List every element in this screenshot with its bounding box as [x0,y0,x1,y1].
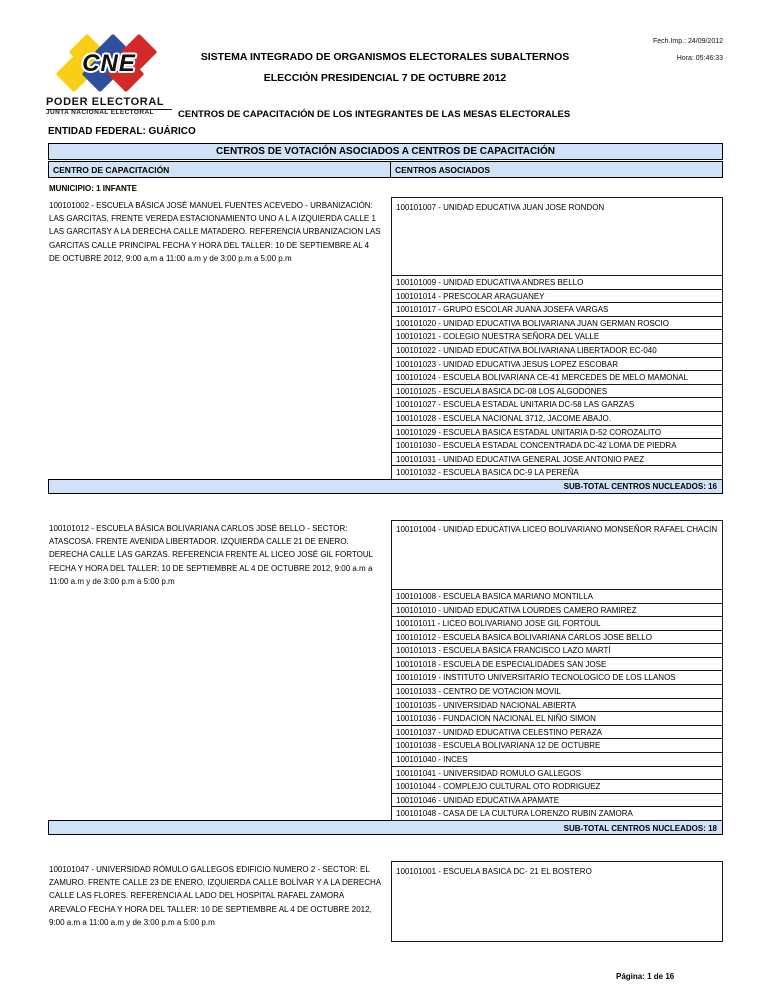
subtotal-bar: SUB-TOTAL CENTROS NUCLEADOS: 16 [48,479,723,494]
junta-nacional-label: JUNTA NACIONAL ELECTORAL [46,109,154,116]
centro-asociado-cell: 100101046 - UNIDAD EDUCATIVA APAMATE [391,793,723,808]
centros-asociados-list [391,198,723,480]
block-row [48,862,723,942]
centro-asociado-cell: 100101013 - ESCUELA BASICA FRANCISCO LAZO MARTÍ [391,643,723,658]
capacitacion-block [48,862,723,942]
centro-asociado-cell: 100101025 - ESCUELA BASICA DC-08 LOS ALGODONES [391,384,723,399]
centro-asociado-cell: 100101008 - ESCUELA BASICA MARIANO MONTILLA [391,589,723,604]
centro-asociado-cell: 100101017 - GRUPO ESCOLAR JUANA JOSEFA VARGAS [391,302,723,317]
centro-asociado-cell: 100101044 - COMPLEJO CULTURAL OTO RODRIGUEZ [391,779,723,794]
centro-asociado-cell: 100101023 - UNIDAD EDUCATIVA JESUS LOPEZ ESCOBAR [391,357,723,372]
centro-asociado-cell: 100101012 - ESCUELA BASICA BOLIVARIANA CARLOS JOSE BELLO [391,630,723,645]
centro-capacitacion-description: 100101047 - UNIVERSIDAD RÓMULO GALLEGOS EDIFICIO NUMERO 2 - SECTOR: EL ZAMURO. FRENTE CALLE 23 DE ENERO, IZQUIERDA CALLE BOLÍVAR Y A LA DERECHA CALLE LAS FLORES. REFERENCIA AL LADO DEL HOSPITAL RAFAEL ZAMORA AREVALO FECHA Y HORA DEL TALLER: 10 DE SEPTIEMBRE AL 4 DE OCTUBRE 2012, 9:00 a.m a 11:00 a.m y de 3:00 p.m a 5:00 p.m [49,865,381,927]
centro-asociado-cell: 100101036 - FUNDACION NACIONAL EL NIÑO SIMON [391,711,723,726]
centro-asociado-cell: 100101040 - INCES [391,752,723,767]
centro-asociado-cell: 100101032 - ESCUELA BASICA DC-9 LA PEREÑA [391,465,723,480]
subtotal-bar: SUB-TOTAL CENTROS NUCLEADOS: 18 [48,820,723,835]
centro-asociado-cell: 100101035 - UNIVERSIDAD NACIONAL ABIERTA [391,698,723,713]
centro-asociado-cell: 100101033 - CENTRO DE VOTACION MOVIL [391,684,723,699]
centro-asociado-cell: 100101004 - UNIDAD EDUCATIVA LICEO BOLIVARIANO MONSEÑOR RAFAEL CHACIN [391,520,723,590]
centro-asociado-cell: 100101027 - ESCUELA ESTADAL UNITARIA DC-58 LAS GARZAS [391,397,723,412]
page-number-label: Página: 1 de 16 [616,972,675,981]
centro-asociado-cell: 100101022 - UNIDAD EDUCATIVA BOLIVARIANA LIBERTADOR EC-040 [391,343,723,358]
centro-asociado-cell: 100101011 - LICEO BOLIVARIANO JOSE GIL FORTOUL [391,616,723,631]
table-column-headers [48,161,723,178]
centro-asociado-cell: 100101019 - INSTITUTO UNIVERSITARIO TECNOLOGICO DE LOS LLANOS [391,670,723,685]
capacitacion-block [48,198,723,494]
centro-asociado-cell: 100101037 - UNIDAD EDUCATIVA CELESTINO PERAZA [391,725,723,740]
column-header-centros-asociados: CENTROS ASOCIADOS [390,161,723,178]
entidad-federal-label: ENTIDAD FEDERAL: GUÁRICO [48,126,196,137]
print-time: Hora: 05:46:33 [676,55,723,62]
print-metadata [653,38,723,72]
centros-table [48,143,723,942]
report-titles [150,51,620,84]
centros-asociados-list [391,862,723,942]
municipio-label: MUNICIPIO: 1 INFANTE [49,184,138,193]
report-subtitle: CENTROS DE CAPACITACIÓN DE LOS INTEGRANTES DE LAS MESAS ELECTORALES [178,109,571,120]
poder-electoral-wordmark: PODER ELECTORAL [46,96,172,110]
capacitacion-block [48,521,723,835]
centro-asociado-cell: 100101018 - ESCUELA DE ESPECIALIDADES SAN JOSE [391,657,723,672]
centro-asociado-cell: 100101007 - UNIDAD EDUCATIVA JUAN JOSE RONDON [391,197,723,276]
centro-asociado-cell: 100101031 - UNIDAD EDUCATIVA GENERAL JOSE ANTONIO PAEZ [391,452,723,467]
report-title: SISTEMA INTEGRADO DE ORGANISMOS ELECTORALES SUBALTERNOS [200,51,570,63]
centro-asociado-cell: 100101038 - ESCUELA BOLIVARIANA 12 DE OCTUBRE [391,738,723,753]
election-title: ELECCIÓN PRESIDENCIAL 7 DE OCTUBRE 2012 [263,72,507,84]
block-row [48,198,723,480]
centro-capacitacion-description: 100101002 - ESCUELA BÁSICA JOSÉ MANUEL FUENTES ACEVEDO - URBANIZACIÓN: LAS GARCITAS, FRENTE VEREDA ESTACIONAMIENTO UNO A L A IZQUIERDA CALLE 1 LAS GARCITASY A LA DERECHA CALLE MATADERO. REFERENCIA URBANIZACION LAS GARCITAS CALLE PRINCIPAL FECHA Y HORA DEL TALLER: 10 DE SEPTIEMBRE AL 4 DE OCTUBRE 2012, 9:00 a.m a 11:00 a.m y de 3:00 p.m a 5:00 p.m [49,201,381,263]
centro-asociado-cell: 100101024 - ESCUELA BOLIVARIANA CE-41 MERCEDES DE MELO MAMONAL [391,370,723,385]
centro-asociado-cell: 100101001 - ESCUELA BASICA DC- 21 EL BOSTERO [391,861,723,942]
print-date: Fech.Imp.: 24/09/2012 [652,38,723,45]
centros-asociados-list [391,521,723,821]
centro-asociado-cell: 100101030 - ESCUELA ESTADAL CONCENTRADA DC-42 LOMA DE PIEDRA [391,438,723,453]
centro-asociado-cell: 100101021 - COLEGIO NUESTRA SEÑORA DEL VALLE [391,329,723,344]
centro-asociado-cell: 100101028 - ESCUELA NACIONAL 3712, JACOME ABAJO. [391,411,723,426]
blocks-container [48,198,723,942]
column-header-centro-capacitacion: CENTRO DE CAPACITACIÓN [48,161,391,178]
centro-capacitacion-description: 100101012 - ESCUELA BÁSICA BOLIVARIANA CARLOS JOSÉ BELLO - SECTOR: ATASCOSA. FRENTE AVENIDA LIBERTADOR. IZQUIERDA CALLE 21 DE ENERO. DERECHA CALLE LAS GARZAS. REFERENCIA FRENTE AL LICEO JOSÉ GIL FORTOUL FECHA Y HORA DEL TALLER: 10 DE SEPTIEMBRE AL 4 DE OCTUBRE 2012, 9:00 a.m a 11:00 a.m y de 3:00 p.m a 5:00 p.m [49,523,373,586]
centro-asociado-cell: 100101014 - PRESCOLAR ARAGUANEY [391,289,723,304]
cne-wordmark: CNE [82,50,136,77]
centro-asociado-cell: 100101048 - CASA DE LA CULTURA LORENZO RUBIN ZAMORA [391,806,723,821]
cne-diamonds-icon [52,38,166,94]
block-row [48,521,723,821]
centro-asociado-cell: 100101029 - ESCUELA BASICA ESTADAL UNITARIA D-52 COROZALITO [391,425,723,440]
centro-asociado-cell: 100101009 - UNIDAD EDUCATIVA ANDRES BELLO [391,275,723,290]
centro-asociado-cell: 100101041 - UNIVERSIDAD ROMULO GALLEGOS [391,766,723,781]
centro-asociado-cell: 100101010 - UNIDAD EDUCATIVA LOURDES CAMERO RAMIREZ [391,603,723,618]
centro-asociado-cell: 100101020 - UNIDAD EDUCATIVA BOLIVARIANA JUAN GERMAN ROSCIO [391,316,723,331]
table-title-bar: CENTROS DE VOTACIÓN ASOCIADOS A CENTROS DE CAPACITACIÓN [48,143,723,160]
